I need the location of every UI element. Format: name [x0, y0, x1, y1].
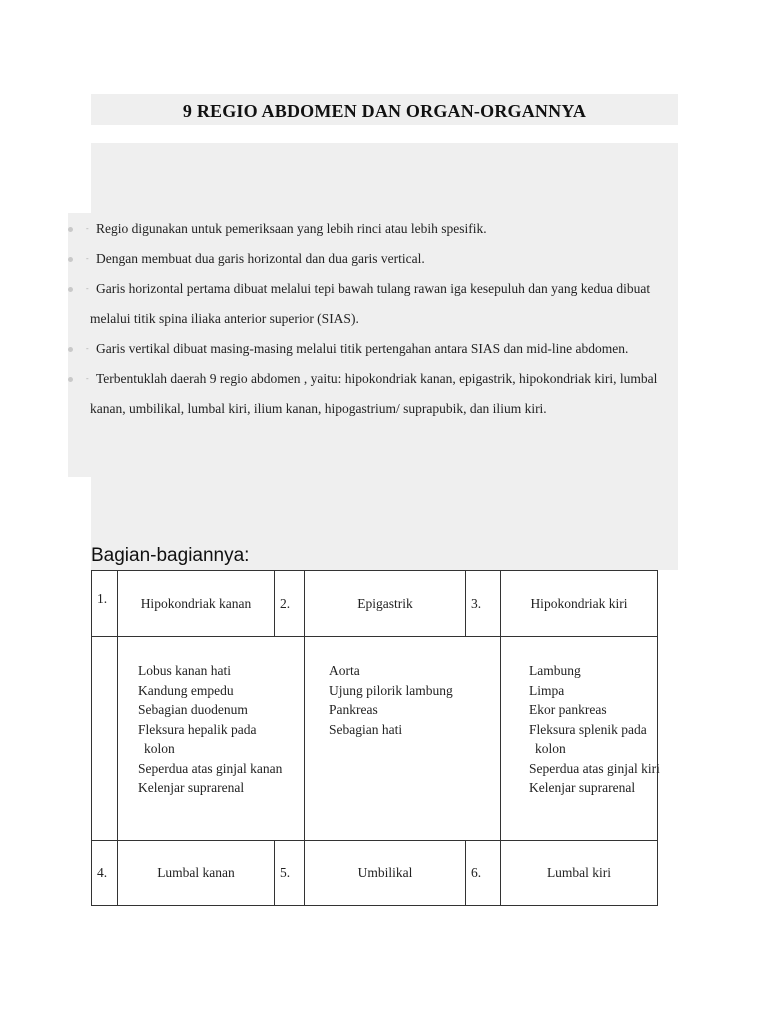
list-item: Lobus kanan hati: [138, 663, 231, 678]
bullet-dot-icon: [68, 257, 73, 262]
list-item: Lambung: [529, 663, 581, 678]
section-heading: Bagian-bagiannya:: [91, 545, 250, 566]
list-item: Kelenjar suprarenal: [529, 780, 636, 795]
region-number: 3.: [466, 571, 501, 637]
dash-glyph: -: [86, 284, 89, 293]
bullet-item: [68, 334, 680, 364]
region-name: Lumbal kanan: [118, 841, 275, 906]
region-number: 6.: [466, 841, 501, 906]
bullet-dot-icon: [68, 347, 73, 352]
region-number: 1.: [92, 571, 118, 637]
bullet-dot-icon: [68, 377, 73, 382]
dash-glyph: -: [86, 224, 89, 233]
list-item: kolon: [535, 741, 566, 756]
bullet-list: [68, 214, 680, 424]
table-row: [92, 637, 658, 841]
organ-list: [305, 637, 500, 739]
region-number: 4.: [92, 841, 118, 906]
list-item: Limpa: [529, 682, 565, 698]
list-item: Sebagian hati: [329, 721, 403, 737]
empty-cell: [92, 637, 118, 841]
organ-list-cell: [501, 637, 658, 841]
region-name: Hipokondriak kiri: [501, 571, 658, 637]
list-item: Kandung empedu: [138, 682, 234, 698]
regio-table: [91, 570, 658, 906]
list-item: Fleksura hepalik pada: [138, 721, 257, 737]
bullet-text: Garis vertikal dibuat masing-masing melalui titik pertengahan antara SIAS dan mid-line abdomen.: [96, 341, 629, 356]
region-name: Epigastrik: [305, 571, 466, 637]
bullet-text: Dengan membuat dua garis horizontal dan dua garis vertical.: [96, 251, 425, 266]
list-item: Ekor pankreas: [529, 702, 607, 717]
bullet-item: [68, 274, 680, 334]
bullet-dot-icon: [68, 227, 73, 232]
region-number: 2.: [275, 571, 305, 637]
dash-glyph: -: [86, 254, 89, 263]
region-name: Lumbal kiri: [501, 841, 658, 906]
dash-glyph: -: [86, 374, 89, 383]
table-row: [92, 841, 658, 906]
bullet-text: Terbentuklah daerah 9 regio abdomen , yaitu: hipokondriak kanan, epigastrik, hipokondriak kiri, lumbal kanan, umbilikal, lumbal kiri, ilium kanan, hipogastrium/ suprapubik, dan ilium kiri.: [90, 371, 658, 416]
list-item: Ujung pilorik lambung: [329, 682, 453, 698]
list-item: Sebagian duodenum: [138, 702, 248, 717]
organ-list-cell: [118, 637, 305, 841]
region-name: Hipokondriak kanan: [118, 571, 275, 637]
region-name: Umbilikal: [305, 841, 466, 906]
bullet-item: [68, 364, 680, 424]
list-item: Seperdua atas ginjal kanan: [138, 760, 283, 776]
bullet-text: Regio digunakan untuk pemeriksaan yang lebih rinci atau lebih spesifik.: [96, 221, 487, 236]
organ-list: [501, 637, 660, 798]
dash-glyph: -: [86, 344, 89, 353]
list-item: kolon: [144, 741, 175, 756]
list-item: Fleksura splenik pada: [529, 721, 647, 737]
list-item: Kelenjar suprarenal: [138, 780, 245, 795]
region-number: 5.: [275, 841, 305, 906]
organ-list: [118, 637, 304, 798]
table-row: [92, 571, 658, 637]
page-title: 9 REGIO ABDOMEN DAN ORGAN-ORGANNYA: [182, 101, 587, 121]
bullet-item: [68, 244, 680, 274]
bullet-dot-icon: [68, 287, 73, 292]
list-item: Aorta: [329, 663, 360, 678]
organ-list-cell: [305, 637, 501, 841]
bullet-item: [68, 214, 680, 244]
list-item: Seperdua atas ginjal kiri: [529, 760, 660, 776]
bullet-text: Garis horizontal pertama dibuat melalui tepi bawah tulang rawan iga kesepuluh dan yang kedua dibuat melalui titik spina iliaka anterior superior (SIAS).: [90, 281, 651, 326]
list-item: Pankreas: [329, 702, 378, 717]
